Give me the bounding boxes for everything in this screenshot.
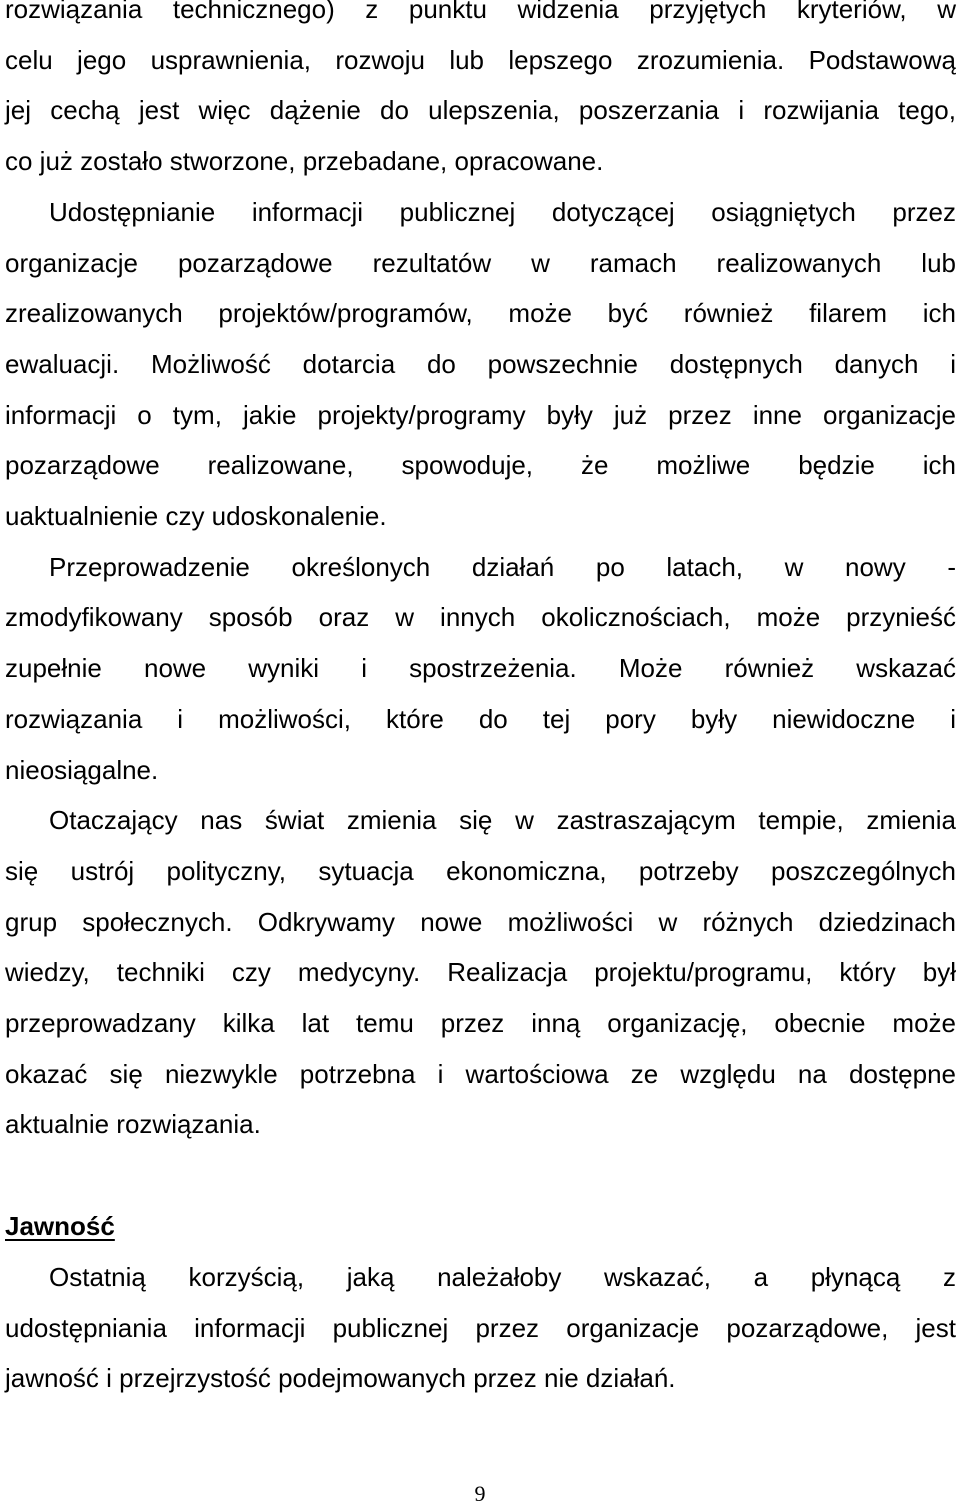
paragraph-line: zrealizowanych projektów/programów, może być również filarem ich: [5, 298, 956, 329]
paragraph-line: Udostępnianie informacji publicznej dotyczącej osiągniętych przez: [49, 196, 956, 227]
paragraph-3: [5, 542, 956, 796]
paragraph-line: informacji o tym, jakie projekty/programy były już przez inne organizacje: [5, 399, 956, 430]
document-page: [5, 0, 956, 1404]
paragraph-line: wiedzy, techniki czy medycyny. Realizacja projektu/programu, który był: [5, 957, 956, 988]
paragraph-line: jej cechą jest więc dążenie do ulepszenia, poszerzania i rozwijania tego,: [5, 95, 956, 126]
paragraph-line: rozwiązania technicznego) z punktu widzenia przyjętych kryteriów, w: [5, 0, 956, 24]
paragraph-line: przeprowadzany kilka lat temu przez inną organizację, obecnie może: [5, 1008, 956, 1039]
paragraph-2: [5, 187, 956, 542]
paragraph-line: nieosiągalne.: [5, 754, 159, 785]
paragraph-line: zmodyfikowany sposób oraz w innych okolicznościach, może przynieść: [5, 602, 956, 633]
paragraph-line: rozwiązania i możliwości, które do tej pory były niewidoczne i: [5, 703, 956, 734]
paragraph-line: organizacje pozarządowe rezultatów w ramach realizowanych lub: [5, 247, 956, 278]
paragraph-line: co już zostało stworzone, przebadane, opracowane.: [5, 146, 604, 177]
paragraph-line: Przeprowadzenie określonych działań po latach, w nowy -: [49, 551, 956, 582]
paragraph-line: udostępniania informacji publicznej przez organizacje pozarządowe, jest: [5, 1312, 956, 1343]
paragraph-4: [5, 795, 956, 1150]
paragraph-line: jawność i przejrzystość podejmowanych przez nie działań.: [5, 1363, 676, 1394]
paragraph-line: aktualnie rozwiązania.: [5, 1109, 261, 1140]
section-heading: Jawność: [5, 1211, 115, 1242]
section-paragraph: [5, 1252, 956, 1404]
paragraph-line: się ustrój polityczny, sytuacja ekonomiczna, potrzeby poszczególnych: [5, 855, 956, 886]
page-number: 9: [474, 1481, 486, 1506]
paragraph-1: [5, 0, 956, 187]
paragraph-line: ewaluacji. Możliwość dotarcia do powszechnie dostępnych danych i: [5, 348, 956, 379]
paragraph-line: okazać się niezwykle potrzebna i wartościowa ze względu na dostępne: [5, 1058, 956, 1089]
paragraph-line: grup społecznych. Odkrywamy nowe możliwości w różnych dziedzinach: [5, 906, 956, 937]
paragraph-line: Ostatnią korzyścią, jaką należałoby wskazać, a płynącą z: [49, 1261, 956, 1292]
paragraph-line: Otaczający nas świat zmienia się w zastraszającym tempie, zmienia: [49, 805, 956, 836]
paragraph-line: zupełnie nowe wyniki i spostrzeżenia. Może również wskazać: [5, 653, 956, 684]
paragraph-line: uaktualnienie czy udoskonalenie.: [5, 501, 387, 532]
paragraph-line: celu jego usprawnienia, rozwoju lub lepszego zrozumienia. Podstawową: [5, 44, 956, 75]
paragraph-line: pozarządowe realizowane, spowoduje, że możliwe będzie ich: [5, 450, 956, 481]
